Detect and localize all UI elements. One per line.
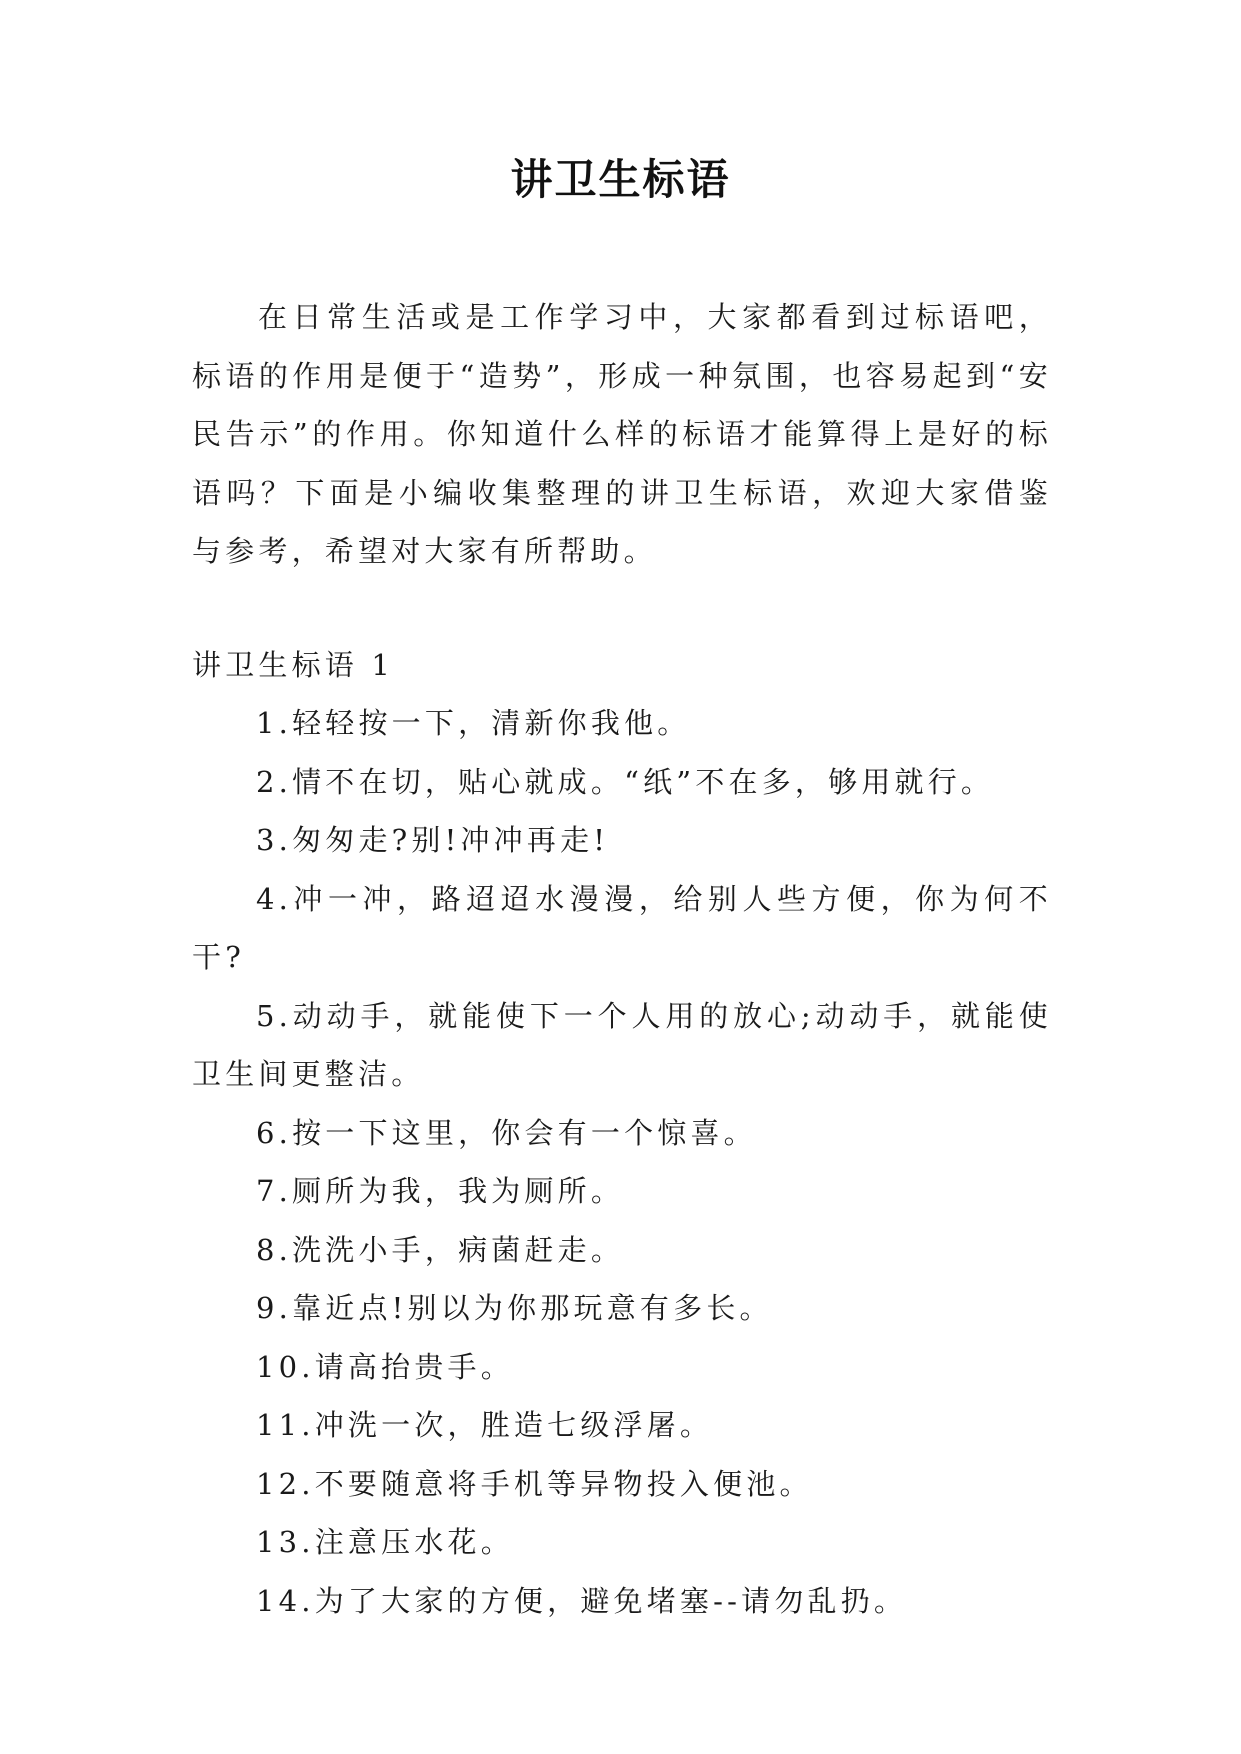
slogan-item: 12.不要随意将手机等异物投入便池。 <box>256 1466 813 1501</box>
slogan-item: 14.为了大家的方便，避免堵塞--请勿乱扔。 <box>256 1583 908 1618</box>
slogan-item: 1.轻轻按一下，清新你我他。 <box>256 706 691 740</box>
slogan-item: 4.冲一冲，路迢迢水漫漫，给别人些方便，你为何不干? <box>192 881 1052 974</box>
slogan-item: 6.按一下这里，你会有一个惊喜。 <box>256 1115 757 1150</box>
slogan-item: 11.冲洗一次，胜造七级浮屠。 <box>256 1408 714 1442</box>
slogan-item: 13.注意压水花。 <box>256 1525 514 1559</box>
document-title: 讲卫生标语 <box>510 155 731 204</box>
slogan-item: 7.厕所为我，我为厕所。 <box>256 1174 625 1208</box>
slogan-item: 3.匆匆走?别!冲冲再走! <box>256 823 610 857</box>
section-heading: 讲卫生标语 1 <box>192 648 395 682</box>
slogan-item: 2.情不在切，贴心就成。“纸”不在多，够用就行。 <box>256 764 995 799</box>
slogan-list <box>192 694 1052 1630</box>
slogan-item: 10.请高抬贵手。 <box>256 1349 514 1384</box>
slogan-item: 8.洗洗小手，病菌赶走。 <box>256 1232 625 1267</box>
slogan-item: 5.动动手，就能使下一个人用的放心;动动手，就能使卫生间更整洁。 <box>192 998 1052 1091</box>
intro-paragraph: 在日常生活或是工作学习中，大家都看到过标语吧，标语的作用是便于“造势”，形成一种氛围，也容易起到“安民告示”的作用。你知道什么样的标语才能算得上是好的标语吗？下面是小编收集整理的讲卫生标语，欢迎大家借鉴与参考，希望对大家有所帮助。 <box>192 300 1052 568</box>
slogan-item: 9.靠近点!别以为你那玩意有多长。 <box>256 1291 773 1325</box>
